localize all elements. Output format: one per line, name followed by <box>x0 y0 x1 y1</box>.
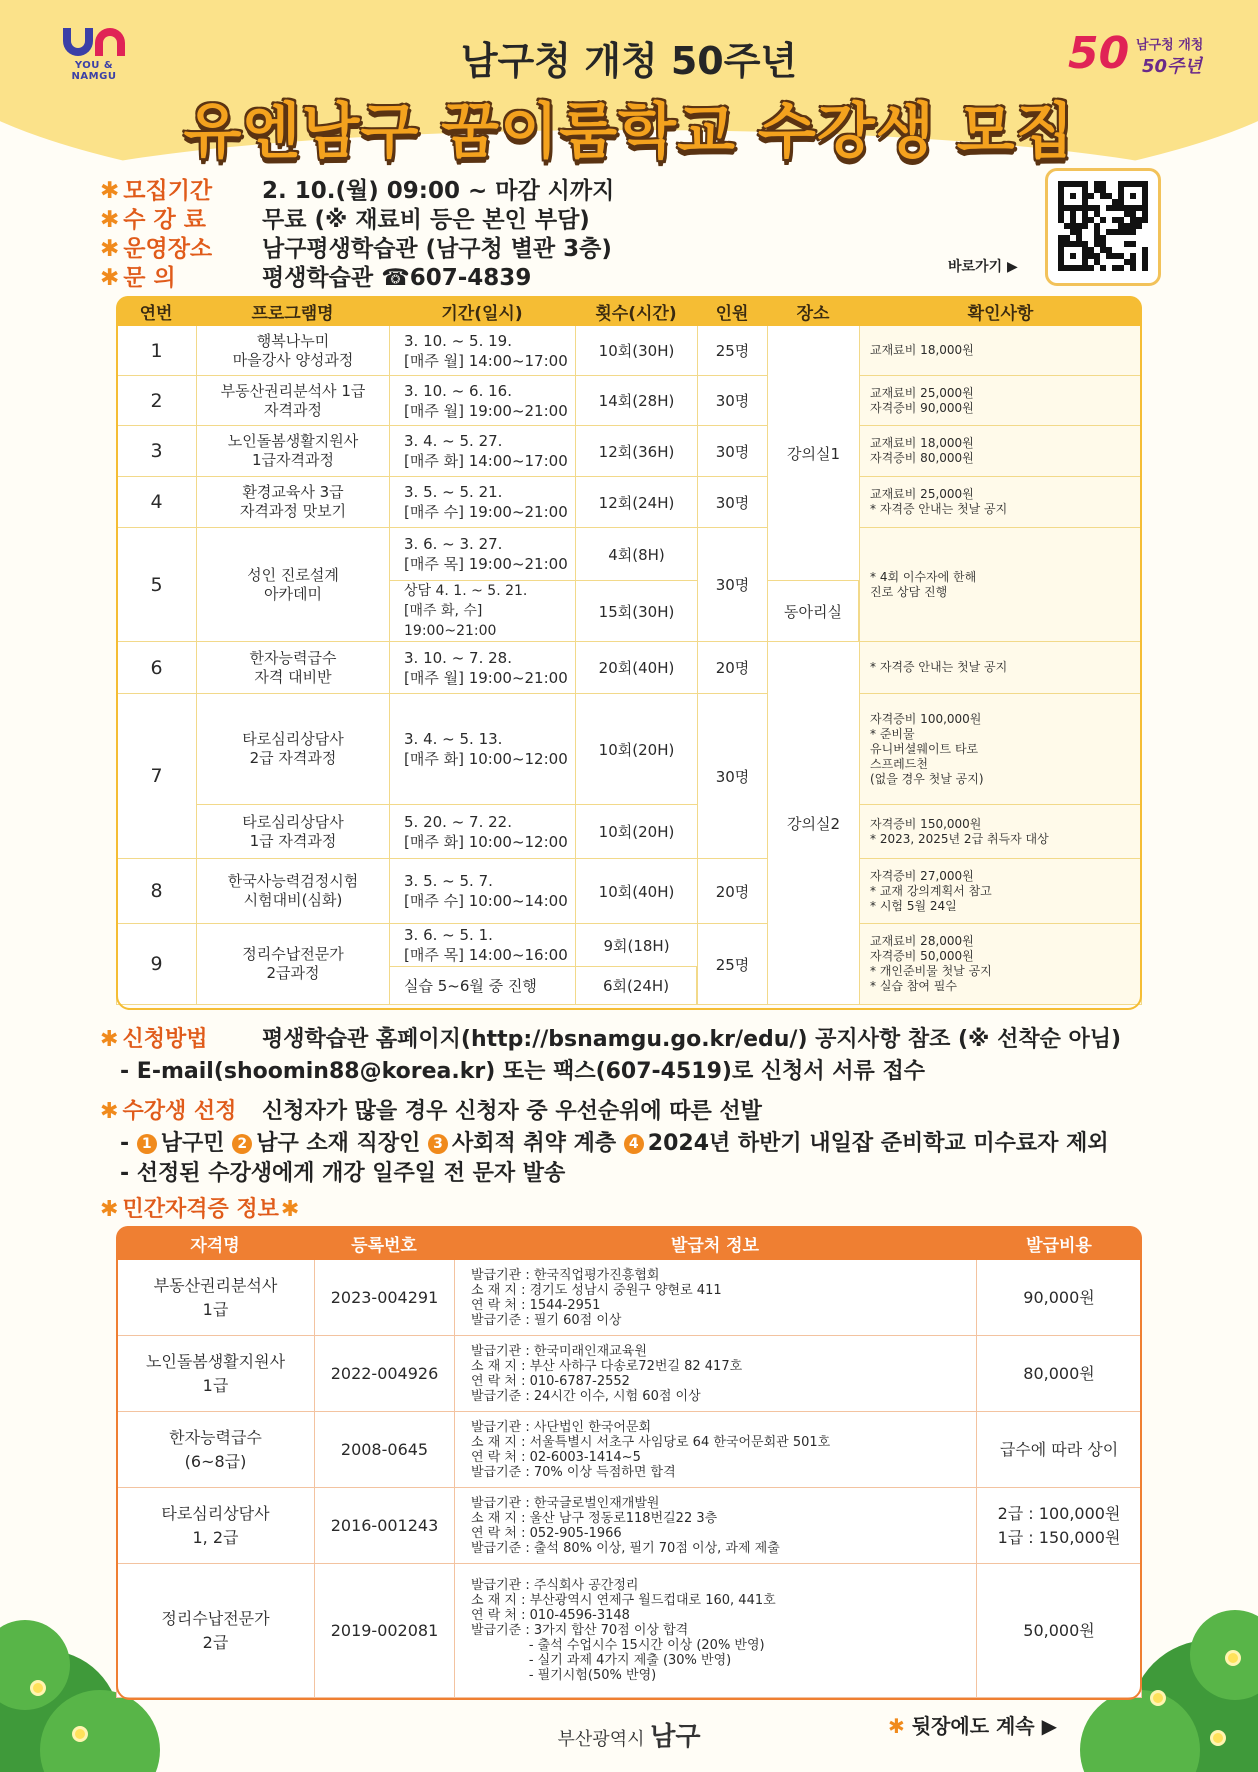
program-count: 6회(24H) <box>575 967 697 1005</box>
apply-line1: 평생학습관 홈페이지(http://bsnamgu.go.kr/edu/) 공지사항 참조 (※ 선착순 아님) <box>262 1027 1122 1052</box>
select-line3: - 선정된 수강생에게 개강 일주일 전 문자 발송 <box>120 1161 566 1186</box>
cert-name: 노인돌봄생활지원사 1급 <box>116 1336 314 1412</box>
logo-text: YOU & NAMGU <box>71 60 117 82</box>
qr-code[interactable] <box>1045 168 1161 286</box>
program-period: 3. 6. ~ 5. 1. [매주 목] 14:00~16:00 <box>389 924 575 967</box>
flower-icon <box>1225 1650 1241 1666</box>
program-capacity: 30명 <box>697 694 767 859</box>
info-value-highlight: 2. 10.(월) 09:00 <box>262 178 460 204</box>
cert-name: 타로심리상담사 1, 2급 <box>116 1488 314 1564</box>
select-priority-list: - 1 남구민 2 남구 소재 직장인 3 사회적 취약 계층 4 2024년 하반기 내일잡 준비학교 미수료자 제외 <box>120 1131 1109 1156</box>
table-row <box>116 1412 1142 1488</box>
cert-cost: 90,000원 <box>976 1260 1142 1336</box>
info-period: ✱ 모집기간 2. 10.(월) 09:00 ~ 마감 시까지 <box>100 178 615 204</box>
program-count: 10회(30H) <box>575 326 697 376</box>
program-capacity: 30명 <box>697 426 767 477</box>
program-period: 3. 5. ~ 5. 7. [매주 수] 10:00~14:00 <box>389 859 575 924</box>
cert-cost: 2급 : 100,000원 1급 : 150,000원 <box>976 1488 1142 1564</box>
page-title: 유엔남구 꿈이룸학교 수강생 모집 <box>183 97 1075 167</box>
anniversary-number: 50 <box>1068 28 1130 79</box>
apply-key: 신청방법 <box>122 1027 208 1052</box>
anniversary-line1: 남구청 개청 <box>1136 38 1204 53</box>
cert-issuer-info: 발급기관 : 주식회사 공간정리 소 재 지 : 부산광역시 연제구 월드컵대로 160, 441호 연 락 처 : 010-4596-3148 발급기준 : 3가지 합산 70점 이상 합격 - 출석 수업시수 15시간 이상 (20% 반영) - 실기 과제 4가지 제출 (30% 반영) - 필기시험(50% 반영) <box>454 1564 976 1698</box>
table-row <box>116 1488 1142 1564</box>
program-note: * 자격증 안내는 첫날 공지 <box>859 642 1142 694</box>
row-number: 9 <box>116 924 196 1005</box>
table-row <box>116 326 1142 376</box>
column-header: 발급처 정보 <box>454 1226 976 1260</box>
cert-reg-number: 2016-001243 <box>314 1488 454 1564</box>
program-period: 3. 4. ~ 5. 27. [매주 화] 14:00~17:00 <box>389 426 575 477</box>
priority-item: 남구민 <box>160 1131 225 1156</box>
program-period: 3. 10. ~ 5. 19. [매주 월] 14:00~17:00 <box>389 326 575 376</box>
cert-cost: 50,000원 <box>976 1564 1142 1698</box>
program-period: 3. 6. ~ 3. 27. [매주 목] 19:00~21:00 <box>389 528 575 581</box>
select-section: ✱ 수강생 선정 신청자가 많을 경우 신청자 중 우선순위에 따른 선발 <box>100 1099 762 1124</box>
flower-icon <box>1150 1690 1166 1706</box>
column-header: 인원 <box>697 296 767 326</box>
cert-reg-number: 2019-002081 <box>314 1564 454 1698</box>
program-capacity: 20명 <box>697 859 767 924</box>
apply-line2: - E-mail(shoomin88@korea.kr) 또는 팩스(607-4519)로 신청서 서류 접수 <box>120 1059 925 1084</box>
program-name: 환경교육사 3급 자격과정 맛보기 <box>196 477 389 528</box>
row-number: 5 <box>116 528 196 642</box>
info-key: 운영장소 <box>123 236 213 262</box>
program-capacity: 30명 <box>697 477 767 528</box>
program-note: 자격증비 150,000원 * 2023, 2025년 2급 취득자 대상 <box>859 805 1142 859</box>
program-capacity: 25명 <box>697 924 767 1005</box>
table-row <box>116 426 1142 477</box>
row-number: 6 <box>116 642 196 694</box>
info-value: 평생학습관 ☎607-4839 <box>262 265 532 291</box>
program-count: 4회(8H) <box>575 528 697 581</box>
flower-icon <box>30 1680 46 1696</box>
select-key: 수강생 선정 <box>122 1099 237 1124</box>
priority-item: 남구 소재 직장인 <box>256 1131 421 1156</box>
row-number: 1 <box>116 326 196 376</box>
cert-name: 정리수납전문가 2급 <box>116 1564 314 1698</box>
column-header: 기간(일시) <box>389 296 575 326</box>
program-name: 한국사능력검정시험 시험대비(심화) <box>196 859 389 924</box>
program-note: 교재료비 28,000원 자격증비 50,000원 * 개인준비물 첫날 공지 * 실습 참여 필수 <box>859 924 1142 1005</box>
qr-shortcut-link[interactable]: 바로가기 ▶ <box>948 259 1018 275</box>
program-count: 9회(18H) <box>575 924 697 967</box>
cert-name: 부동산권리분석사 1급 <box>116 1260 314 1336</box>
program-name: 한자능력급수 자격 대비반 <box>196 642 389 694</box>
select-line1: 신청자가 많을 경우 신청자 중 우선순위에 따른 선발 <box>262 1099 762 1124</box>
footer-brand <box>0 1716 1258 1753</box>
program-name: 정리수납전문가 2급과정 <box>196 924 389 1005</box>
info-value: 무료 (※ 재료비 등은 본인 부담) <box>262 207 590 233</box>
column-header: 등록번호 <box>314 1226 454 1260</box>
program-count: 10회(20H) <box>575 805 697 859</box>
row-number: 4 <box>116 477 196 528</box>
cert-name: 한자능력급수 (6~8급) <box>116 1412 314 1488</box>
program-period: 5. 20. ~ 7. 22. [매주 화] 10:00~12:00 <box>389 805 575 859</box>
footer-city: 부산광역시 <box>557 1729 645 1750</box>
table-header-row <box>116 1226 1142 1260</box>
program-name: 노인돌봄생활지원사 1급자격과정 <box>196 426 389 477</box>
cert-reg-number: 2023-004291 <box>314 1260 454 1336</box>
table-row <box>116 1564 1142 1698</box>
info-key: 모집기간 <box>123 178 213 204</box>
program-period: 상담 4. 1. ~ 5. 21. [매주 화, 수] 19:00~21:00 <box>389 581 575 642</box>
program-capacity: 20명 <box>697 642 767 694</box>
column-header: 장소 <box>767 296 859 326</box>
priority-number: 3 <box>428 1134 448 1154</box>
program-capacity: 30명 <box>697 528 767 642</box>
info-key: 문 의 <box>123 265 176 291</box>
apply-section: ✱ 신청방법 평생학습관 홈페이지(http://bsnamgu.go.kr/edu/) 공지사항 참조 (※ 선착순 아님) <box>100 1027 1122 1052</box>
table-row <box>116 1260 1142 1336</box>
program-count: 15회(30H) <box>575 581 697 642</box>
table-row <box>116 694 1142 805</box>
priority-item: 사회적 취약 계층 <box>452 1131 617 1156</box>
program-place: 강의실1 <box>767 326 859 581</box>
program-capacity: 30명 <box>697 376 767 426</box>
program-note: 교재료비 25,000원 자격증비 90,000원 <box>859 376 1142 426</box>
continue-text: 뒷장에도 계속 ▶ <box>911 1714 1057 1738</box>
info-contact: ✱ 문 의 평생학습관 ☎607-4839 <box>100 261 614 290</box>
program-note: * 4회 이수자에 한해 진로 상담 진행 <box>859 528 1142 642</box>
recruit-info <box>100 174 614 290</box>
table-row <box>116 924 1142 967</box>
program-note: 자격증비 100,000원 * 준비물 유니버셜웨이트 타로 스프레드천 (없을 경우 첫날 공지) <box>859 694 1142 805</box>
program-period: 3. 10. ~ 7. 28. [매주 월] 19:00~21:00 <box>389 642 575 694</box>
table-row <box>116 477 1142 528</box>
row-number: 3 <box>116 426 196 477</box>
program-name: 부동산권리분석사 1급 자격과정 <box>196 376 389 426</box>
program-period: 3. 10. ~ 6. 16. [매주 월] 19:00~21:00 <box>389 376 575 426</box>
cert-issuer-info: 발급기관 : 한국미래인재교육원 소 재 지 : 부산 사하구 다송로72번길 82 417호 연 락 처 : 010-6787-2552 발급기준 : 24시간 이수, 시험 60점 이상 <box>454 1336 976 1412</box>
column-header: 자격명 <box>116 1226 314 1260</box>
cert-cost: 80,000원 <box>976 1336 1142 1412</box>
program-place: 동아리실 <box>767 581 859 642</box>
column-header: 확인사항 <box>859 296 1142 326</box>
info-place: ✱ 운영장소 남구평생학습관 (남구청 별관 3층) <box>100 232 614 261</box>
program-note: 자격증비 27,000원 * 교재 강의계획서 참고 * 시험 5월 24일 <box>859 859 1142 924</box>
priority-number: 2 <box>232 1134 252 1154</box>
cert-issuer-info: 발급기관 : 사단법인 한국어문회 소 재 지 : 서울특별시 서초구 사임당로 64 한국어문회관 501호 연 락 처 : 02-6003-1414~5 발급기준 : 70% 이상 득점하면 합격 <box>454 1412 976 1488</box>
program-count: 10회(20H) <box>575 694 697 805</box>
qr-pattern <box>1058 181 1148 271</box>
program-note: 교재료비 18,000원 자격증비 80,000원 <box>859 426 1142 477</box>
column-header: 연번 <box>116 296 196 326</box>
priority-item: 2024년 하반기 내일잡 준비학교 미수료자 제외 <box>647 1131 1109 1156</box>
column-header: 프로그램명 <box>196 296 389 326</box>
table-row <box>116 642 1142 694</box>
info-value: 남구평생학습관 (남구청 별관 3층) <box>262 236 612 262</box>
program-name: 타로심리상담사 2급 자격과정 <box>196 694 389 805</box>
priority-number: 4 <box>624 1134 644 1154</box>
program-count: 10회(40H) <box>575 859 697 924</box>
program-count: 12회(36H) <box>575 426 697 477</box>
program-period: 3. 4. ~ 5. 13. [매주 화] 10:00~12:00 <box>389 694 575 805</box>
program-count: 14회(28H) <box>575 376 697 426</box>
program-capacity: 25명 <box>697 326 767 376</box>
footer-district: 남구 <box>650 1722 701 1752</box>
priority-number: 1 <box>137 1134 157 1154</box>
row-number: 8 <box>116 859 196 924</box>
column-header: 횟수(시간) <box>575 296 697 326</box>
program-note: 교재료비 18,000원 <box>859 326 1142 376</box>
cert-reg-number: 2008-0645 <box>314 1412 454 1488</box>
row-number: 7 <box>116 694 196 859</box>
program-name: 행복나누미 마을강사 양성과정 <box>196 326 389 376</box>
program-period: 3. 5. ~ 5. 21. [매주 수] 19:00~21:00 <box>389 477 575 528</box>
cert-table <box>116 1226 1142 1698</box>
table-row <box>116 376 1142 426</box>
program-note: 교재료비 25,000원 * 자격증 안내는 첫날 공지 <box>859 477 1142 528</box>
table-row <box>116 805 1142 859</box>
program-name: 성인 진로설계 아카데미 <box>196 528 389 642</box>
column-header: 발급비용 <box>976 1226 1142 1260</box>
info-fee: ✱ 수 강 료 무료 (※ 재료비 등은 본인 부담) <box>100 203 614 232</box>
cert-issuer-info: 발급기관 : 한국글로벌인재개발원 소 재 지 : 울산 남구 정동로118번길22 3층 연 락 처 : 052-905-1966 발급기준 : 출석 80% 이상, 필기 70점 이상, 과제 제출 <box>454 1488 976 1564</box>
program-count: 12회(24H) <box>575 477 697 528</box>
row-number: 2 <box>116 376 196 426</box>
cert-issuer-info: 발급기관 : 한국직업평가진흥협회 소 재 지 : 경기도 성남시 중원구 양현로 411 연 락 처 : 1544-2951 발급기준 : 필기 60점 이상 <box>454 1260 976 1336</box>
program-table <box>116 296 1142 1005</box>
continue-note: ✱ 뒷장에도 계속 ▶ <box>888 1714 1057 1738</box>
cert-section-title: ✱ 민간자격증 정보✱ <box>100 1197 300 1222</box>
table-row <box>116 1336 1142 1412</box>
program-count: 20회(40H) <box>575 642 697 694</box>
anniversary-line2: 50주년 <box>1142 56 1202 77</box>
table-header-row <box>116 296 1142 326</box>
cert-cost: 급수에 따라 상이 <box>976 1412 1142 1488</box>
cert-title: 민간자격증 정보 <box>122 1197 279 1222</box>
cert-reg-number: 2022-004926 <box>314 1336 454 1412</box>
table-row <box>116 859 1142 924</box>
page-subtitle: 남구청 개청 50주년 <box>460 39 798 83</box>
program-period: 실습 5~6월 중 진행 <box>389 967 575 1005</box>
program-name: 타로심리상담사 1급 자격과정 <box>196 805 389 859</box>
program-place: 강의실2 <box>767 642 859 1005</box>
info-value: ~ 마감 시까지 <box>459 178 615 204</box>
table-row <box>116 528 1142 581</box>
info-key: 수 강 료 <box>123 207 206 233</box>
